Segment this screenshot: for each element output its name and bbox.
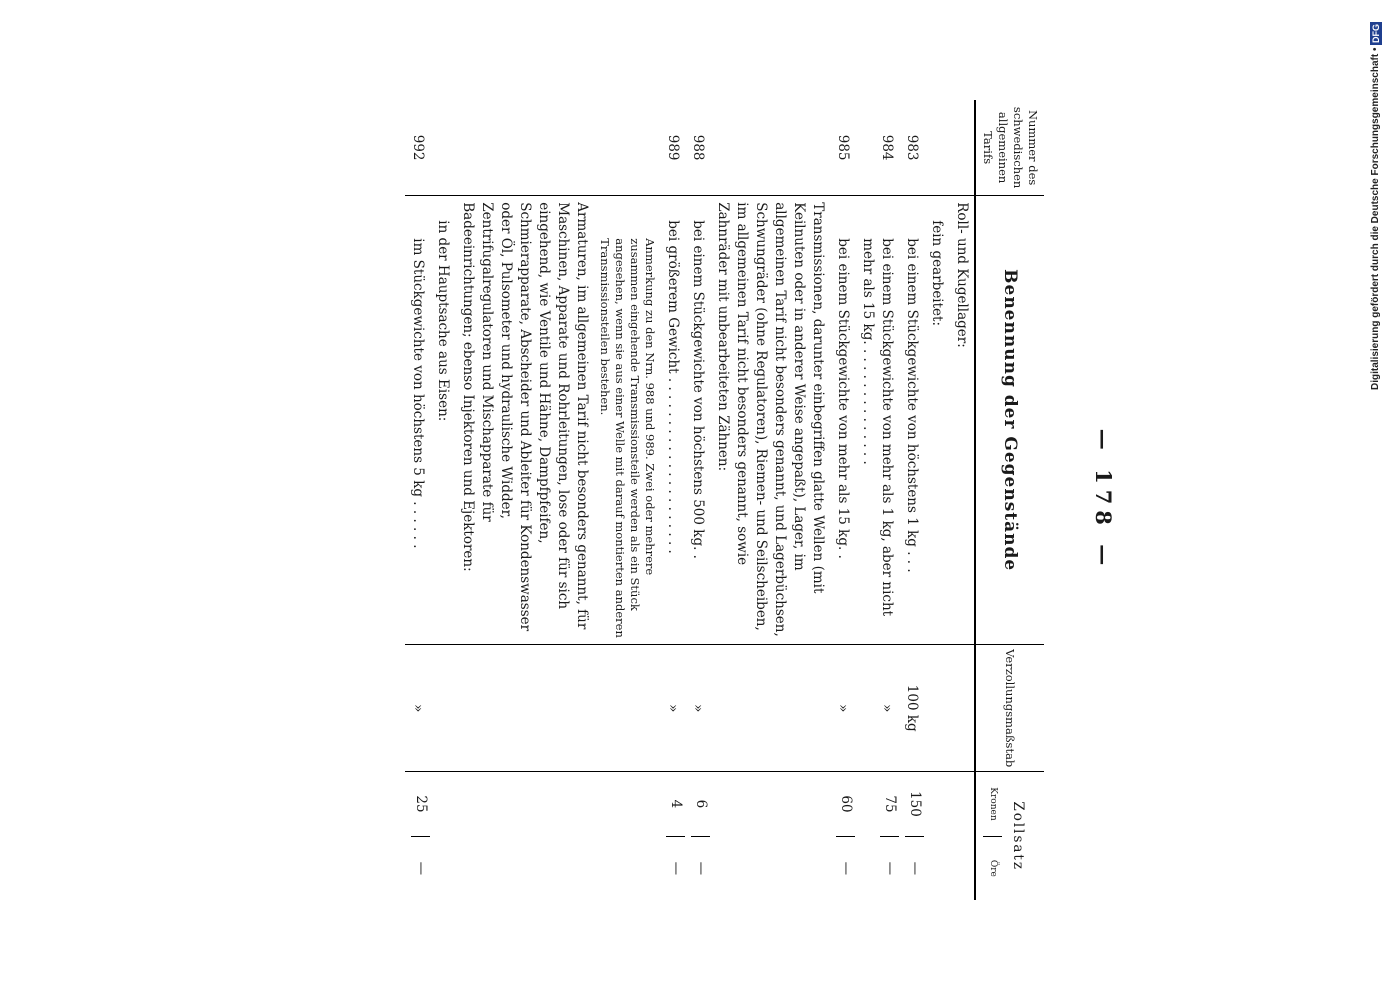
row-description: bei einem Stückgewichte von höchstens 1 kg . . . (904, 238, 920, 573)
row-number (949, 100, 975, 196)
row-rate (685, 772, 710, 900)
row-unit: » (685, 645, 710, 772)
credit-text: Digitalisierung gefördert durch die Deutsche Forschungsgemeinschaft • (1370, 47, 1381, 390)
table-row (430, 100, 455, 900)
row-unit (455, 645, 594, 772)
table-row (685, 100, 710, 900)
row-number (455, 100, 594, 196)
row-kronen: 4 (668, 799, 684, 809)
header-rate-title: Zollsatz (1010, 801, 1026, 871)
row-number: 988 (685, 100, 710, 196)
row-description: bei größerem Gewicht . . . . . . . . . . . . . . . . . . . . . (665, 220, 681, 554)
row-kronen: 150 (907, 791, 923, 817)
row-rate (455, 772, 594, 900)
row-rate (899, 772, 924, 900)
row-number: 983 (899, 100, 924, 196)
row-unit (924, 645, 949, 772)
header-oere: Öre (983, 836, 1002, 900)
page-number-value: 178 (1091, 469, 1116, 531)
row-description: Roll- und Kugellager: (949, 196, 975, 645)
table-row (660, 100, 685, 900)
row-unit: » (830, 645, 855, 772)
row-number (710, 100, 830, 196)
row-description: bei einem Stückgewichte von mehr als 15 kg. . (835, 238, 851, 559)
row-note: Anmerkung zu den Nrn. 988 und 989. Zwei oder mehrere zusammen eingehende Transmissionsteile werden als ein Stück angesehen, wenn sie aus einer Welle mit darauf montierten anderen Transmissionsteilen bestehen. (598, 238, 657, 638)
row-unit (594, 645, 660, 772)
row-oere: — (411, 836, 430, 900)
row-description: Armaturen, im allgemeinen Tarif nicht besonders genannt, für Maschinen, Apparate und Rohrleitungen, lose oder für sich eingehend, wie Ventile und Hähne, Dampfpfeifen, Schmierapparate, Abscheider und Ableiter für Kondenswasser oder Öl, Pulsometer und hydraulische Widder, Zentrifugalregulatoren und Mischapparate für Badeeinrichtungen; ebenso Injektoren und Ejektoren: (455, 196, 594, 645)
table-row (405, 100, 430, 900)
row-number (594, 100, 660, 196)
row-kronen: 75 (882, 795, 898, 813)
row-unit: » (660, 645, 685, 772)
row-oere: — (836, 836, 855, 900)
row-description: im Stückgewichte von höchstens 5 kg . . . . . . (410, 238, 426, 549)
header-unit: Verzollungsmaßstab (975, 645, 1044, 772)
row-unit (710, 645, 830, 772)
row-rate (924, 772, 949, 900)
row-number (924, 100, 949, 196)
row-number: 989 (660, 100, 685, 196)
row-number: 985 (830, 100, 855, 196)
dfg-logo: DFG (1371, 23, 1381, 43)
row-rate (949, 772, 975, 900)
page-number: — 178 — (1091, 428, 1116, 572)
row-description: bei einem Stückgewichte von höchstens 500 kg. . (690, 220, 706, 559)
table-row (855, 100, 899, 900)
row-rate (830, 772, 855, 900)
row-rate (855, 772, 899, 900)
row-oere: — (666, 836, 685, 900)
row-number: 992 (405, 100, 430, 196)
table-header-row (975, 100, 1044, 900)
row-unit: » (855, 645, 899, 772)
table-row (924, 100, 949, 900)
row-unit: 100 kg (899, 645, 924, 772)
row-description: in der Hauptsache aus Eisen: (435, 220, 451, 422)
table-row (710, 100, 830, 900)
row-kronen: 60 (838, 795, 854, 813)
row-oere: — (691, 836, 710, 900)
row-description: bei einem Stückgewichte von mehr als 1 kg, aber nicht mehr als 15 kg. . . . . . . . . . . . . . . (860, 238, 895, 617)
digitization-credit (1370, 10, 1381, 390)
row-rate (594, 772, 660, 900)
row-unit (430, 645, 455, 772)
scanned-page (231, 100, 1151, 900)
header-description: Benennung der Gegenstände (975, 196, 1044, 645)
row-description: fein gearbeitet: (929, 220, 945, 327)
row-kronen: 6 (693, 799, 709, 809)
row-oere: — (905, 836, 924, 900)
row-rate (660, 772, 685, 900)
row-oere: — (880, 836, 899, 900)
tariff-table (405, 100, 1044, 900)
row-rate (405, 772, 430, 900)
table-row (899, 100, 924, 900)
row-number (430, 100, 455, 196)
table-row (830, 100, 855, 900)
row-number: 984 (855, 100, 899, 196)
row-kronen: 25 (413, 795, 429, 813)
row-description: Transmissionen, darunter einbegriffen glatte Wellen (mit Keilnuten oder in anderer Weise angepaßt), Lager, im allgemeinen Tarif nicht besonders genannt, und Lagerbüchsen, Schwungräder (ohne Regulatoren), Riemen- und Seilscheiben, im allgemeinen Tarif nicht besonders genannt, sowie Zahnräder mit unbearbeiteten Zähnen: (710, 196, 830, 645)
table-row (455, 100, 594, 900)
row-unit: » (405, 645, 430, 772)
row-unit (949, 645, 975, 772)
table-row (949, 100, 975, 900)
header-number: Nummer des schwedischen allgemeinen Tarifs (975, 100, 1044, 196)
row-rate (710, 772, 830, 900)
header-kronen: Kronen (988, 787, 998, 821)
header-rate (975, 772, 1044, 900)
row-rate (430, 772, 455, 900)
table-row (594, 100, 660, 900)
